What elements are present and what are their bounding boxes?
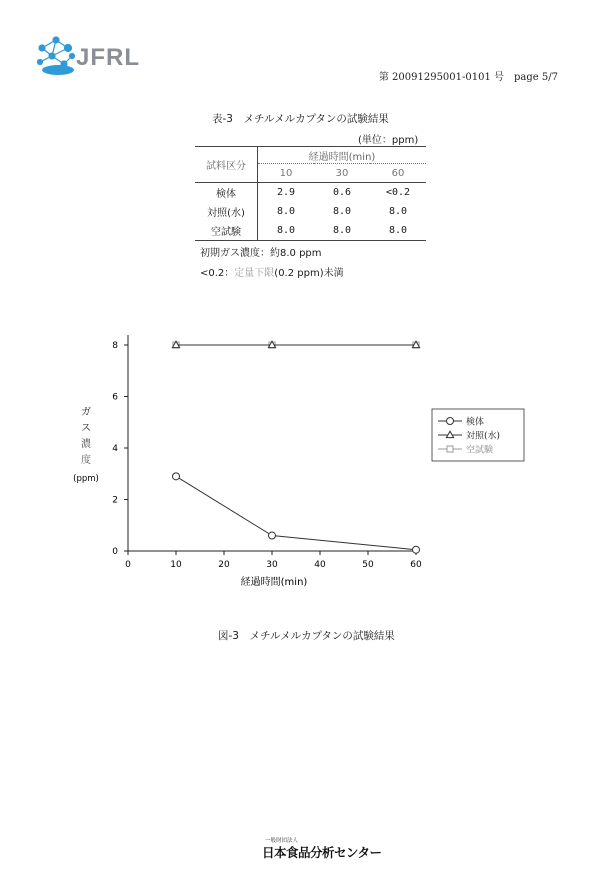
- y-axis-label-char: ガ: [81, 407, 91, 418]
- table-unit: (単位：ppm): [358, 135, 419, 146]
- x-tick-label: 40: [314, 560, 326, 570]
- x-tick-label: 10: [170, 560, 182, 570]
- row-label: 検体: [195, 183, 258, 203]
- note-dim-text: 定量下限: [234, 268, 275, 279]
- row-label: 空試験: [195, 221, 258, 241]
- cell-value: 0.6: [332, 187, 352, 198]
- x-tick-label: 50: [362, 560, 374, 570]
- document-page-reference: 第 20091295001-0101 号 page 5/7: [378, 72, 558, 83]
- y-axis-label-unit: (ppm): [73, 474, 99, 484]
- y-axis-label-char: ス: [81, 423, 91, 434]
- initial-gas-note: 初期ガス濃度：約8.0 ppm: [200, 248, 322, 259]
- x-tick-label: 30: [266, 560, 278, 570]
- cell-value: 8.0: [370, 221, 426, 241]
- series-line-0: [176, 476, 416, 549]
- cell-value: 8.0: [388, 206, 408, 217]
- y-axis-label-char: 濃: [81, 439, 91, 450]
- x-axis-label: 経過時間(min): [240, 577, 308, 588]
- table-row: [195, 202, 426, 221]
- x-tick-label: 60: [410, 560, 422, 570]
- y-tick-label: 2: [112, 495, 118, 506]
- y-tick-label: 8: [112, 341, 118, 351]
- data-point-0: [173, 473, 180, 480]
- time-col-60: 60: [370, 164, 426, 183]
- y-tick-label: 4: [112, 444, 118, 454]
- logo-text: JFRL: [76, 44, 140, 71]
- x-tick-label: 0: [125, 560, 131, 570]
- cell-value: 8.0: [332, 206, 352, 217]
- cell-value: 8.0: [258, 221, 315, 241]
- data-point-0: [413, 546, 420, 553]
- y-tick-label: 6: [112, 392, 118, 403]
- x-tick-label: 20: [218, 560, 230, 570]
- cell-value: 2.9: [276, 187, 296, 198]
- cell-value: 8.0: [314, 221, 370, 241]
- y-axis-label-char: 度: [81, 455, 91, 466]
- results-table: [195, 146, 426, 241]
- note-suffix: (0.2 ppm)未満: [274, 268, 344, 279]
- concentration-chart: [70, 325, 550, 595]
- detection-limit-note: [200, 264, 344, 279]
- cell-value: <0.2: [385, 187, 411, 198]
- data-point-0: [269, 532, 276, 539]
- table-row: [195, 221, 426, 241]
- footer-org-name: 日本食品分析センター: [262, 845, 382, 860]
- table-title: 表-3 メチルメルカプタンの試験結果: [212, 113, 389, 125]
- cell-value: 8.0: [276, 206, 296, 217]
- legend-label: 検体: [466, 417, 485, 428]
- legend-marker: [447, 446, 453, 452]
- category-header: 試料区分: [195, 147, 258, 183]
- legend-label: 空試験: [466, 445, 494, 456]
- table-row: [195, 183, 426, 203]
- footer-org-type: 一般財団法人: [265, 838, 299, 844]
- y-tick-label: 0: [112, 547, 118, 557]
- note-prefix: <0.2：: [200, 268, 235, 279]
- legend-label: 対照(水): [466, 431, 501, 442]
- row-label: 対照(水): [195, 202, 258, 221]
- figure-caption: 図-3 メチルメルカプタンの試験結果: [218, 630, 395, 642]
- time-col-30: 30: [314, 164, 370, 183]
- time-col-10: 10: [258, 164, 315, 183]
- time-header: 経過時間(min): [258, 147, 427, 164]
- legend-marker: [447, 418, 454, 425]
